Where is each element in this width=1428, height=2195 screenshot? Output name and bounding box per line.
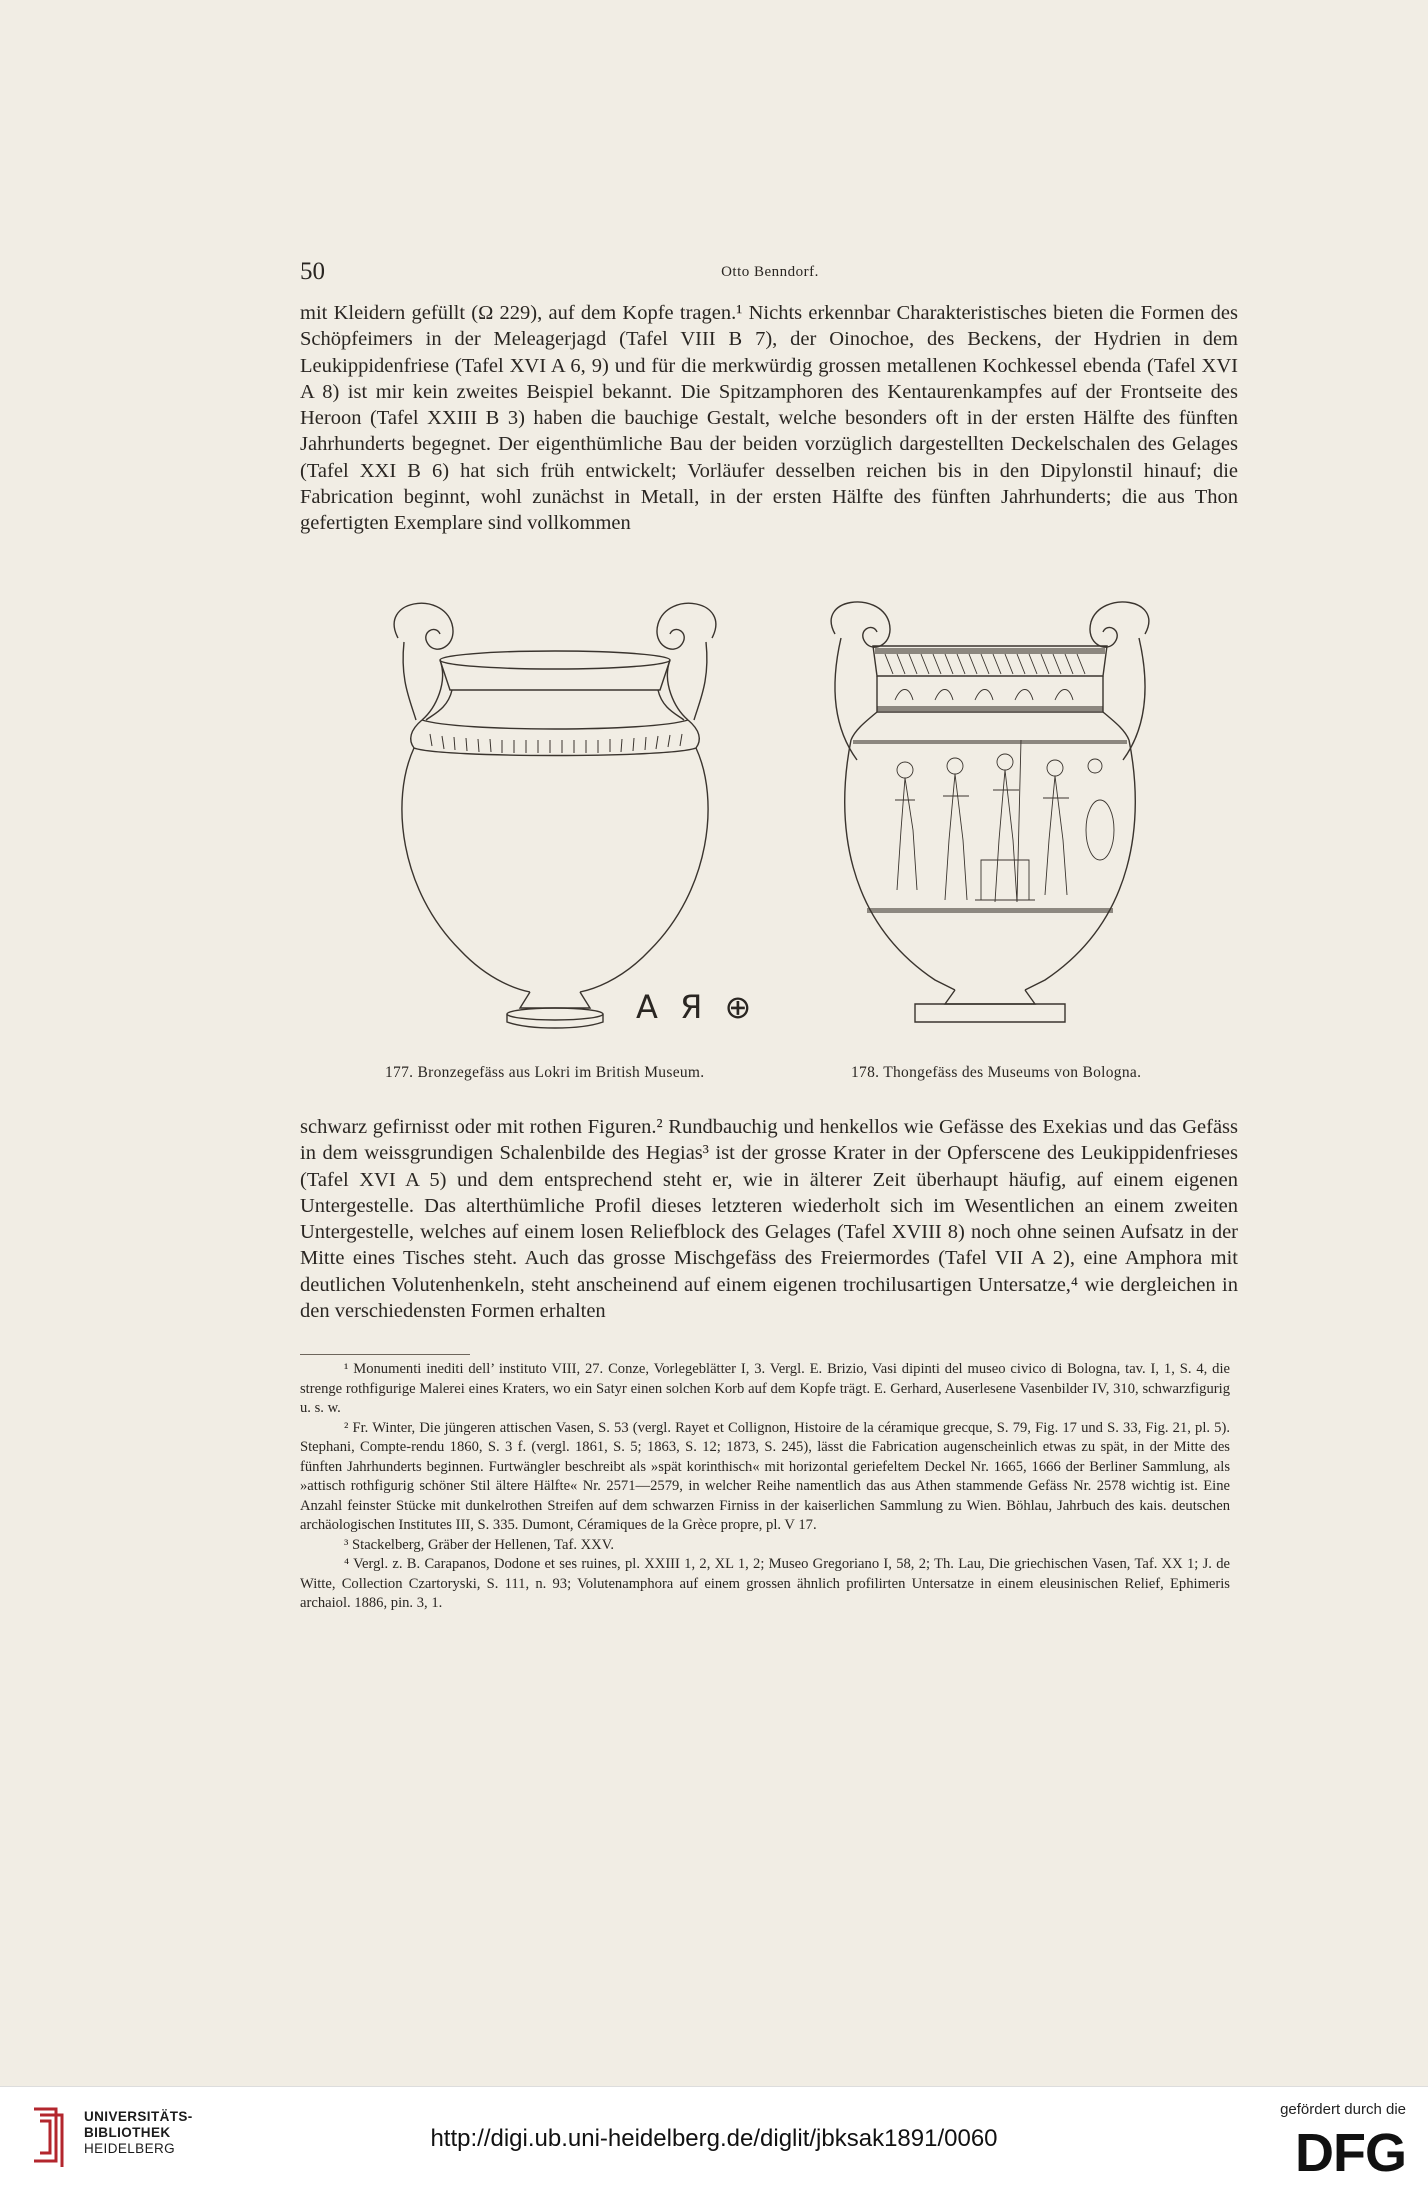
permalink-url[interactable]: http://digi.ub.uni-heidelberg.de/diglit/jbksak1891/0060 xyxy=(430,2125,998,2152)
figure-177-caption: 177. Bronzegefäss aus Lokri im British Museum. xyxy=(385,1064,705,1081)
paragraph-1: mit Kleidern gefüllt (Ω 229), auf dem Kopfe tragen.¹ Nichts erkennbar Charakteristisches bieten die Formen des Schöpfeimers in der Meleagerjagd (Tafel VIII B 7), der Oinochoe, des Beckens, der Hydrien in dem Leukippidenfriese (Tafel XVI A 6, 9) und für die merkwürdig grossen metallenen Kochkessel ebenda (Tafel XVI A 8) ist mir kein zweites Beispiel bekannt. Die Spitzamphoren des Kentaurenkampfes auf der Frontseite des Heroon (Tafel XXIII B 3) haben die bauchige Gestalt, welche besonders oft in der ersten Hälfte des fünften Jahrhunderts begegnet. Der eigenthümliche Bau der beiden vorzüglich dargestellten Deckelschalen des Gelages (Tafel XXI B 6) hat sich früh entwickelt; Vorläufer desselben reichen bis in den Dipylonstil hinauf; die Fabrication beginnt, wohl zunächst in Metall, in der ersten Hälfte des fünften Jahrhunderts; die aus Thon gefertigten Exemplare sind vollkommen xyxy=(300,302,1238,535)
library-name-line-2: BIBLIOTHEK xyxy=(84,2125,171,2140)
figure-178-caption: 178. Thongefäss des Museums von Bologna. xyxy=(851,1064,1142,1081)
sponsor-text: gefördert durch die xyxy=(1280,2101,1406,2118)
library-name-line-1: UNIVERSITÄTS- xyxy=(84,2109,193,2124)
footnote-4: ⁴ Vergl. z. B. Carapanos, Dodone et ses ruines, pl. XXIII 1, 2, XL 1, 2; Museo Gregoriano I, 58, 2; Th. Lau, Die griechischen Vasen, Taf. XX 1; J. de Witte, Collection Czartoryski, S. 111, n. 93; Volutenamphora auf einem grossen ähnlich profilirten Untersatze in einem eleusinischen Relief, Ephimeris archaiol. 1886, pin. 3, 1. xyxy=(300,1556,1230,1611)
library-name-line-3: HEIDELBERG xyxy=(84,2141,176,2156)
figure-178-clay-vase-illustration xyxy=(805,590,1175,1035)
figures-area xyxy=(300,590,1240,1080)
figure-177-bronze-vase-illustration xyxy=(370,590,740,1030)
vase-inscription: Α Я ⊕ xyxy=(636,988,758,1026)
footnote-1: ¹ Monumenti inediti dell’ instituto VIII, 27. Conze, Vorlegeblätter I, 3. Vergl. E. Brizio, Vasi dipinti del museo civico di Bologna, tav. I, 1, S. 4, die strenge rothfigurige Malerei eines Kraters, wo ein Satyr einen solchen Korb auf dem Kopfe trägt. E. Gerhard, Auserlesene Vasenbilder IV, 310, schwarzfigurig u. s. w. xyxy=(300,1361,1230,1416)
digitization-footer xyxy=(0,2086,1428,2195)
footnote-3: ³ Stackelberg, Gräber der Hellenen, Taf. XXV. xyxy=(344,1536,615,1553)
footnote-2: ² Fr. Winter, Die jüngeren attischen Vasen, S. 53 (vergl. Rayet et Collignon, Histoire de la céramique grecque, S. 79, Fig. 17 und S. 33, Fig. 21, pl. 5). Stephani, Compte-rendu 1860, S. 3 f. (vergl. 1861, S. 5; 1863, S. 12; 1873, S. 245), lässt die Fabrication augenscheinlich etwas zu spät, in der Mitte des fünften Jahrhunderts beginnen. Furtwängler beschreibt als »spät korinthisch« mit horizontal geriefeltem Deckel Nr. 1665, 1666 der Berliner Sammlung, als »attisch rothfigurig schöner Stil ältere Hälfte« Nr. 2571—2579, in welcher Reihe namentlich das aus Athen stammende Gefäss Nr. 2578 wichtig ist. Eine Anzahl feinster Stücke mit dunkelrothen Streifen auf dem schwarzen Firniss in der kaiserlichen Sammlung zu Wien. Böhlau, Jahrbuch des kais. deutschen archäologischen Institutes III, S. 335. Dumont, Céramiques de la Grèce propre, pl. V 17. xyxy=(300,1419,1230,1533)
dfg-logo: DFG xyxy=(1295,2123,1406,2183)
running-head: Otto Benndorf. xyxy=(721,264,819,280)
paragraph-2: schwarz gefirnisst oder mit rothen Figuren.² Rundbauchig und henkellos wie Gefässe des Exekias und das Gefäss in dem weissgrundigen Schalenbilde des Hegias³ ist der grosse Krater in der Opferscene des Leukippidenfrieses (Tafel XVI A 5) und dem entsprechend steht er, wie in älterer Zeit überhaupt häufig, auf einem eigenen Untergestelle. Das alterthümliche Profil dieses letzteren wiederholt sich im Wesentlichen an einem zweiten Untergestelle, welches auf einem losen Reliefblock des Gelages (Tafel XVIII 8) noch ohne seinen Aufsatz in der Mitte eines Tisches steht. Auch das grosse Mischgefäss des Freiermordes (Tafel VII A 2), eine Amphora mit deutlichen Volutenhenkeln, steht anscheinend auf einem eigenen trochilusartigen Untersatze,⁴ wie dergleichen in den verschiedensten Formen erhalten xyxy=(300,1116,1238,1323)
footnote-separator xyxy=(300,1354,470,1355)
footnotes xyxy=(300,1360,1230,1614)
page-header xyxy=(300,258,1240,288)
page-number: 50 xyxy=(300,258,325,285)
